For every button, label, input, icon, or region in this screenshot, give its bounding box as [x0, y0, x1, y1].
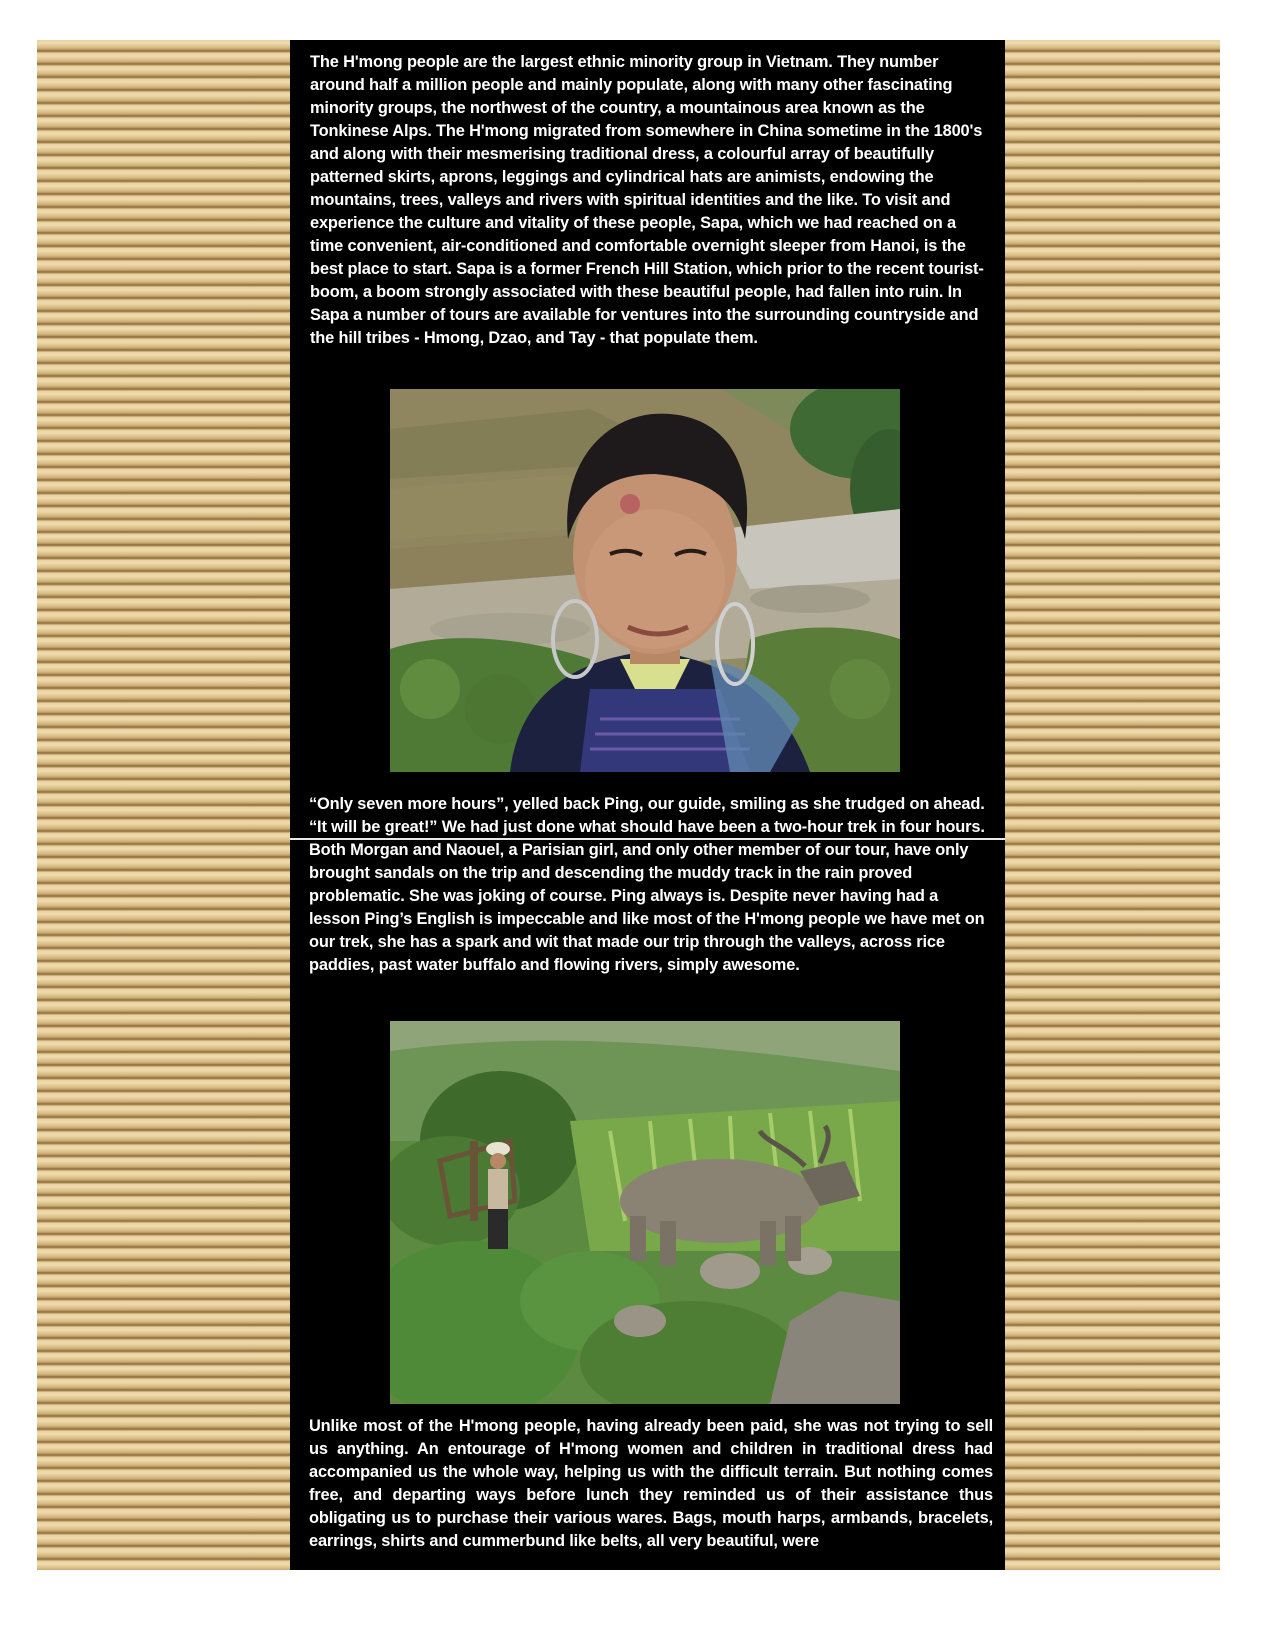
bamboo-background-right [1005, 40, 1220, 1570]
photo-water-buffalo [390, 1021, 900, 1404]
article-paragraph-2: “Only seven more hours”, yelled back Ping, our guide, smiling as she trudged on ahead. “It will be great!” We had just done what should have been a two-hour trek in four hours. Both Morgan and Naouel, a Parisian girl, and only other member of our tour, have only brought sandals on the trip and descending the muddy track in the rain proved problematic. She was joking of course. Ping always is. Despite never having had a lesson Ping’s English is impeccable and like most of the H'mong people we have met on our trek, she has a spark and wit that made our trip through the valleys, across rice paddies, past water buffalo and flowing rivers, simply awesome. [309, 795, 985, 974]
article-paragraph-1: The H'mong people are the largest ethnic minority group in Vietnam. They number around half a million people and mainly populate, along with many other fascinating minority groups, the northwest of the country, a mountainous area known as the Tonkinese Alps. The H'mong migrated from somewhere in China sometime in the 1800's and along with their mesmerising traditional dress, a colourful array of beautifully patterned skirts, aprons, leggings and cylindrical hats are animists, endowing the mountains, trees, valleys and rivers with spiritual identities and the like. To visit and experience the culture and vitality of these people, Sapa, which we had reached on a time convenient, air-conditioned and comfortable overnight sleeper from Hanoi, is the best place to start. Sapa is a former French Hill Station, which prior to the recent tourist-boom, a boom strongly associated with these beautiful people, had fallen into ruin. In Sapa a number of tours are available for ventures into the surrounding countryside and the hill tribes - Hmong, Dzao, and Tay - that populate them. [310, 53, 984, 347]
page-break-divider [290, 838, 1005, 840]
article-column [290, 40, 1005, 1570]
photo-hmong-woman [390, 389, 900, 772]
bamboo-background-left [37, 40, 290, 1570]
article-paragraph-3: Unlike most of the H'mong people, having already been paid, she was not trying to sell us anything. An entourage of H'mong women and children in traditional dress had accompanied us the whole way, helping us with the difficult terrain. But nothing comes free, and departing ways before lunch they reminded us of their assistance thus obligating us to purchase their various wares. Bags, mouth harps, armbands, bracelets, earrings, shirts and cummerbund like belts, all very beautiful, were [309, 1417, 993, 1550]
